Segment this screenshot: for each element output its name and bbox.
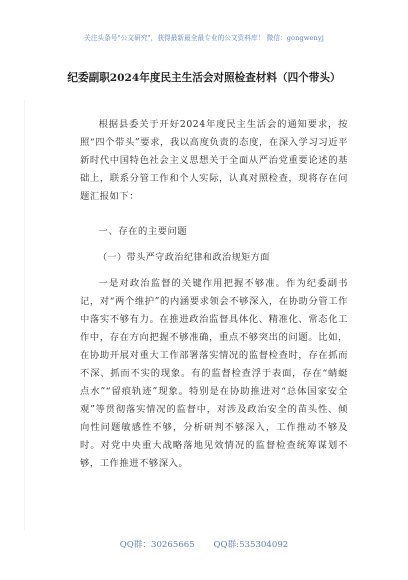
body-paragraph-text: 一是对政治监督的关键作用把握不够准。作为纪委副书记，对“两个维护”的内涵要求领会不够深入，在协助分管工作中落实不够有力。在推进政治监督具体化、精准化、常态化工作中，存在方向把握不够准确，重点不够突出的问题。比如，在协助开展对重大工作部署落实情况的监督检查时，存在抓而不深、抓而不实的现象。有的监督检查浮于表面，存在“蜻蜓点水”“留痕轨迹”现象。特别是在协助推进对“总体国家安全观”等贯彻落实情况的监督中，对涉及政治安全的苗头性、倾向性问题敏感性不够，分析研判不够深入，工作推动不够及时。对党中央重大战略落地见效情况的监督检查统筹谋划不够，工作推进不够深入。 <box>80 278 348 469</box>
section-heading <box>80 223 348 241</box>
body-paragraph <box>80 275 348 473</box>
footer <box>0 538 408 550</box>
footer-qq-group-2: QQ群:535304092 <box>213 540 289 550</box>
subsection-heading-text: （一）带头严守政治纪律和政治规矩方面 <box>98 253 270 263</box>
footer-qq-group-1: QQ群：30265665 <box>119 540 195 550</box>
intro-text: 根据县委关于开好2024年度民主生活会的通知要求，按照“四个带头”要求，我以高度负责的态度，在深入学习习近平新时代中国特色社会主义思想关于全面从严治党重要论述的基础上，联系分管工作和个人实际，认真对照检查，现将存在问题汇报如下： <box>80 119 348 202</box>
document-title: 纪委副职2024年度民主生活会对照检查材料（四个带头） <box>67 72 341 84</box>
header-banner: 关注头条号"公文研究"，获得最新最全最专业的公文资料库！ 微信：gongwenyj <box>84 34 324 42</box>
page-edge <box>24 100 25 530</box>
section-heading-text: 一、存在的主要问题 <box>98 226 188 237</box>
intro-paragraph <box>80 116 348 206</box>
subsection-heading <box>80 249 348 267</box>
